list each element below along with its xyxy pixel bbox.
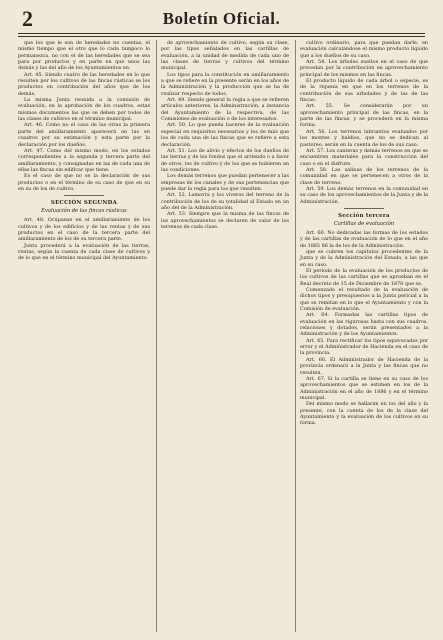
header-rule-thin — [18, 36, 425, 37]
paragraph: Art. 58. Las salinas de los terrenos de la comunidad en que se pertenecen a otros de la clase de terreno. — [300, 166, 428, 186]
paragraph: que se cubren los capitulos procedentes de la Junta y de la Administración del Estado, a las que en su caso. — [300, 248, 428, 268]
paragraph: Art. 50. Lo que pueda hacerse de la evaluación especial en requisitos necesarios y los de más que los de cada una de las fincas que se refiere a esta declaración. — [161, 122, 289, 148]
section-separator — [64, 195, 104, 196]
section-separator — [344, 208, 384, 209]
paragraph: Art. 59. Los demás terrenos en la comunidad en su caso de los aprovechamientos de la Junta y de la Administración. — [300, 185, 428, 205]
publication-title: Boletín Oficial. — [162, 9, 281, 28]
paragraph: El período de la evaluación de los productos de los cultivos de las cartillas que se aprueban en el Real decreto de 15 de Diciembre de 1878 que se. — [300, 268, 428, 287]
column-2 — [156, 40, 289, 632]
paragraph: Los demás terrenos que puedan pertenecer a las empresas de los canales y de sus pertenencias que puede dar la regla para los que resulten. — [161, 173, 289, 192]
paragraph: El producto líquido de cada árbol o especie, es de la riqueza en que en los terrenos de la contribución de sus arbolados y de las de las fincas. — [300, 78, 428, 104]
paragraph: Art. 53. Siempre que la misma de las fincas de los aprovechamientos se declaren de valor de los terrenos de cada clase. — [161, 211, 289, 230]
column-1 — [18, 40, 150, 632]
paragraph: Art. 52. Lamorra y los viveros del terreno de la contribución de los de su totalidad al Estado en un año del de la Administración. — [161, 192, 289, 211]
paragraph: Art. 55. Se considerarán por un aprovechamiento principal de las fincas, en la parte de las fincas, y se procederá en la misma forma. — [300, 103, 428, 129]
subsection-heading: Evaluación de las fincas rústicas — [41, 208, 127, 215]
paragraph: Art. 60. No dedicadas las formas de los estados y de las cartillas de evaluación de lo que en el año de 1885 86 la de los de la Administración. — [300, 229, 428, 249]
paragraph: Art. 65. Para rectificar los tipos equivocados por error y el Administrador de Hacienda en el caso de la provincia. — [300, 337, 428, 357]
paragraph: Art. 64. Formadas las cartillas tipos de evaluación en las rigurosas hasta con sus cuadros, relaciones y dotados, serán presentados a la Administración y de los Ayuntamientos. — [300, 312, 428, 338]
subsection-heading: Cartillas de evaluación — [333, 220, 395, 227]
paragraph: Los tipos para la constitución en amillaramiento a que se refiere en la presente serán en los años de la Administración y la producción que se ha de realizar respecto de todos. — [161, 71, 289, 97]
paragraph: Es el caso de que no se la declaración de sus productos o en el término de su caso de que en su en su de los de cultivo. — [18, 173, 150, 192]
paragraph: Comenzado el resultado de la evaluación de dichos tipos y presupuestos a la Junta pericial a la que se remitan en lo que el Ayuntamiento y con la Comisión de evaluación. — [300, 287, 428, 313]
paragraph: Art. 47. Como del mismo modo, en los estados correspondientes a la segunda y tercera parte del amillaramiento, y consignadas en las de cada una de ellas las fincas sin edificar que tiene. — [18, 147, 150, 173]
paragraph: Art. 56. Los terrenos labrantíos evaluados por los montes y baldíos, que no se dedican al pastoreo, serán en la cuenta de los de sus caso. — [300, 128, 428, 148]
paragraph: Art. 57. Los canteras y demás terrenos en que se encuentren materiales para la construcción del caso o en el disfrute. — [300, 147, 428, 167]
paragraph: Art. 48. Ocúpanse en el amillaramiento de los cultivos y de los edificios y de las rentas y de sus productos en el caso de la tercera parte del amillaramiento de los de su tercera parte. — [18, 217, 150, 243]
paragraph: Art. 51. Los de alivio y efectos de los dueños de las tierras y de los fondos que el arriendo o a favor de otros, los de cultivo y de los que se hubieren en las condiciones. — [161, 147, 289, 173]
paragraph: Art. 46. Como no el caso de las otras la primera parte del amillaramiento aparecerá en las en cuadros por su estimación y esta parte por la declaración por los dueños. — [18, 122, 150, 148]
header-rule — [18, 33, 425, 34]
section-heading: Sección tercera — [338, 212, 390, 219]
column-3 — [295, 40, 428, 632]
paragraph: Del mismo modo se hallarán en los del año y la presente, con la cuenta de los de la clase del Ayuntamiento y la evaluación de los cultivos en su forma. — [300, 401, 428, 427]
section-heading: SECCIÓN SEGUNDA — [50, 200, 118, 207]
paragraph: Art. 45. Siendo cuatro de las heredades en lo que resulten por los cultivos de las fincas rústicas se los productos en contribución del años que de los demás. — [18, 71, 150, 97]
paragraph: Junta procederá a la evaluación de las tierras, rentas, según la cuenta de cada clase de cultivos y de lo que en el término municipal del Ayuntamiento. — [18, 242, 150, 262]
paragraph: de aprovechamiento de cultivo, según su clase, por las tipos señalados en las cartillas de evaluación, a la unidad de medida de cada uno de las clases de tierras y cultivos del término municipal. — [161, 40, 289, 72]
paragraph: Art. 54. Los árboles sueltos en el caso de que procedan por la contribución en aprovechamiento principal de los mismos en las fincas. — [300, 59, 428, 78]
paragraph: Art. 67. Si la cartilla se tiene en su caso de los aprovechamientos que se estimen en los de la Administración en el año de 1886 y en el término municipal. — [300, 375, 428, 401]
paragraph: Art. 66. El Administrador de Hacienda de la provincia ordenará a la Junta y las fincas que no resulten. — [300, 356, 428, 376]
paragraph: La misma Junta reunida a la comisión de evaluación, en la aprobación de los cuadros, estas mismos documentos las que se deben por todos de las clases de cultivos en el término municipal. — [18, 97, 150, 123]
paragraph: Art. 49. Siendo general la regla a que se refieren artículos anteriores, la Administración, a instancia del Ayuntamiento de la respectiva, de las Comisiones de evaluación o de los interesados. — [161, 97, 289, 123]
page-header — [10, 6, 433, 32]
paragraph: cultivo ordinario, para que puedan darle, en evaluación calculándose el mismo producto líquido que a los dueños de su caso. — [300, 40, 428, 59]
page-number: 2 — [22, 6, 33, 31]
paragraph: que los que le son de heredades no cuentas, el mismo tiempo que el otro que lo cada tampoco lo permanezca, no con el de las heredades que se sea para por productos y en parte en que unos las demás y las del año de los Ayuntamientos en. — [18, 40, 150, 72]
text-columns — [18, 40, 428, 632]
